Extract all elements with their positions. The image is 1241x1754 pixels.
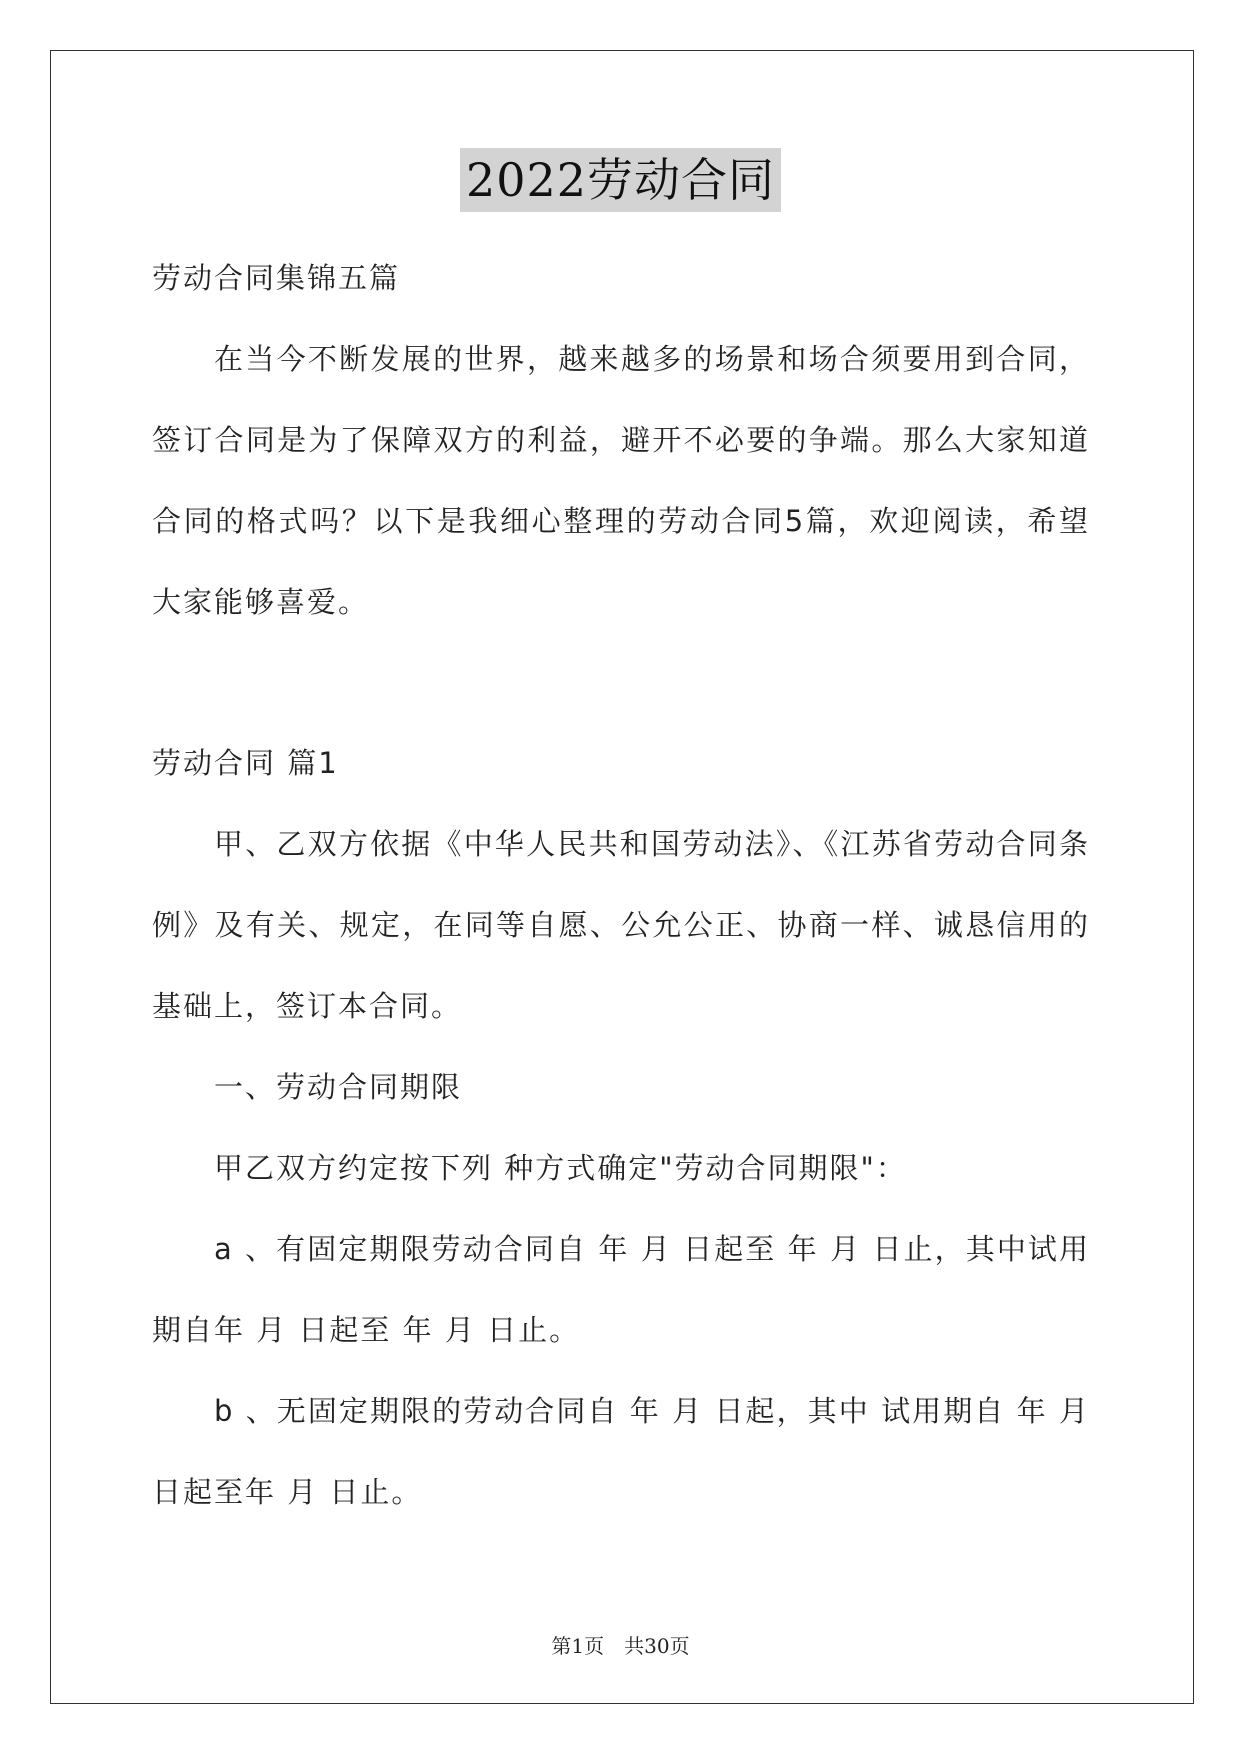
document-title: 2022劳动合同 (460, 148, 781, 212)
title-container (0, 148, 1241, 212)
body-paragraph: 甲、乙双方依据《中华人民共和国劳动法》、《江苏省劳动合同条例》及有关、规定，在同等自愿、公允公正、协商一样、诚恳信用的基础上，签订本合同。 (152, 827, 1090, 1023)
body-paragraph: 甲乙双方约定按下列 种方式确定"劳动合同期限"： (214, 1151, 907, 1185)
body-paragraph: b 、无固定期限的劳动合同自 年 月 日起，其中 试用期自 年 月 日起至年 月 日止。 (152, 1394, 1090, 1509)
intro-paragraph: 在当今不断发展的世界，越来越多的场景和场合须要用到合同，签订合同是为了保障双方的利益，避开不必要的争端。那么大家知道合同的格式吗？以下是我细心整理的劳动合同5篇，欢迎阅读，希望大家能够喜爱。 (152, 342, 1090, 619)
body-paragraph: a 、有固定期限劳动合同自 年 月 日起至 年 月 日止，其中试用期自年 月 日起至 年 月 日止。 (152, 1232, 1090, 1347)
page-number: 第1页 共30页 (551, 1634, 690, 1658)
section-heading: 劳动合同 篇1 (152, 746, 339, 780)
document-subtitle: 劳动合同集锦五篇 (152, 261, 401, 295)
clause-heading: 一、劳动合同期限 (214, 1070, 463, 1104)
document-body (152, 238, 1090, 1533)
